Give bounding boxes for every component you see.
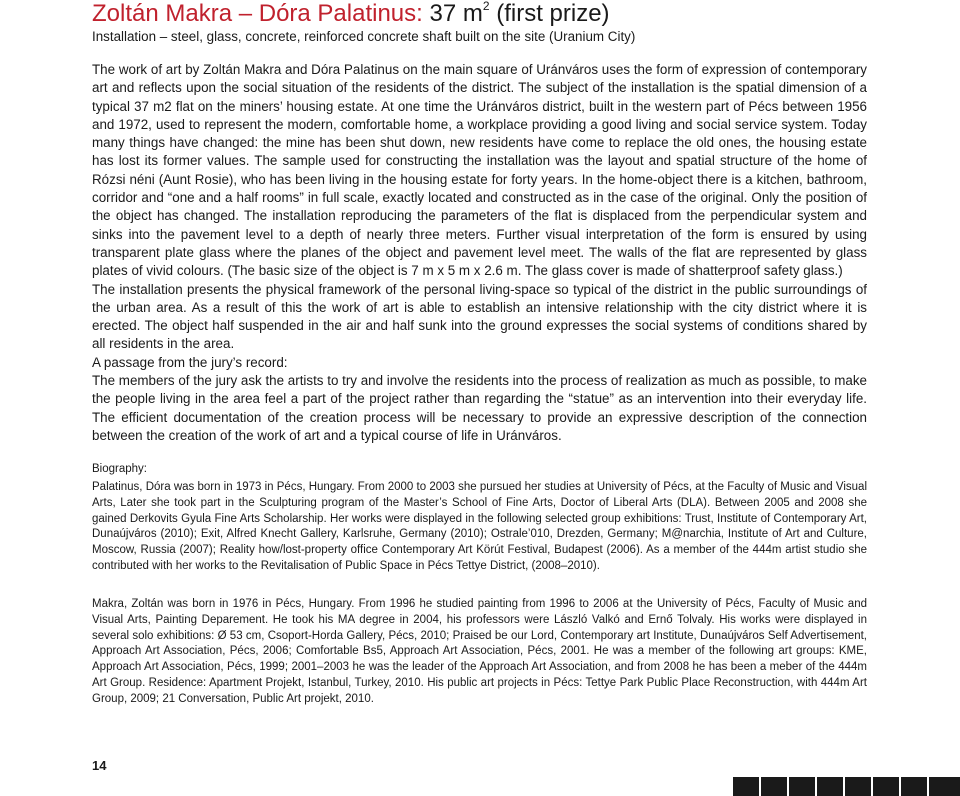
biography-heading: Biography: [92,463,147,475]
subtitle: Installation – steel, glass, concrete, reinforced concrete shaft built on the site (Uranium City) [92,29,636,44]
title-area: 37 $m^2$ [429,0,490,27]
body-paragraph: A passage from the jury’s record: [92,354,288,370]
article-body [92,61,867,445]
body-paragraph: The members of the jury ask the artists to try and involve the residents into the process of realization as much as possible, to make the people living in the area feel a part of the project rather than regarding the “statue” as an intervention into their everyday life. The efficient documentation of the creation process will be necessary to provide an expressive description of the connection between the creation of the work of art and a typical course of life in Uránváros. [92,373,867,443]
body-paragraph: The installation presents the physical framework of the personal living-space so typical of the district in the public surroundings of the urban area. As a result of this the work of art is able to establish an intensive relationship with the city district where it is erected. The object half suspended in the air and half sunk into the ground expresses the social systems of conditions shared by all residents in the area. [92,281,867,352]
biography-makra: Makra, Zoltán was born in 1976 in Pécs, Hungary. From 1996 he studied painting from 1996 to 2006 at the University of Pécs, Faculty of Music and Visual Arts, Painting Deparement. He took his MA degree in 2004, his professors were László Valkó and Ernő Tolvaly. His works were displayed in several solo exhibitions: Ø 53 cm, Csoport-Horda Gallery, Pécs, 2010; Praised be our Lord, Contemporary art Institute, Dunaújváros Self Advertisement, Approach Art Association, Pécs, 2006; Comfortable Bs5, Approach Art Association, Pécs, 2001. He was a member of the following art groups: KME, Approach Art Association, Pécs, 1999; 2001–2003 he was the leader of the Approach Art Association, and from 2008 he has been a meber of the 444m Art Group. Residence: Apartment Projekt, Istanbul, Turkey, 2010. His public art projects in Pécs: Tettye Park Public Place Reconstruction, with 444m Art Group, 2009; 21 Conversation, Public Art projekt, 2010. [92,598,867,705]
title-prize: (first prize) [496,0,610,27]
page-title [92,0,610,28]
footer-stripe-bar [733,777,960,796]
body-paragraph: The work of art by Zoltán Makra and Dóra Palatinus on the main square of Uránváros uses the form of expression of contemporary art and reflects upon the social situation of the residents of the district. The subject of the installation is the spatial dimension of a typical 37 m2 flat on the miners’ housing estate. At one time the Uránváros district, built in the western part of Pécs between 1956 and 1972, used to represent the modern, comfortable home, a workplace providing a good living and social service system. Today many things have changed: the mine has been shut down, new residents have come to replace the old ones, the housing estate has lost its former values. The sample used for constructing the installation was the layout and spatial structure of the home of Rózsi néni (Aunt Rosie), who has been living in the housing estate for forty years. In the home-object there is a kitchen, bathroom, corridor and “one and a half rooms” in full scale, exactly located and constructed as in the case of the original. Only the position of the object has changed. The installation reproducing the parameters of the flat is displaced from the perpendicular system and sinks into the pavement level to a depth of nearly three meters. Further visual interpretation of the form is ensured by using transparent plate glass where the planes of the object and pavement level meet. The walls of the flat are represented by glass plates of vivid colours. (The basic size of the object is 7 m x 5 m x 2.6 m. The glass cover is made of shatterproof safety glass.) [92,62,867,279]
title-artists: Zoltán Makra – Dóra Palatinus: [92,0,423,27]
page-number: 14 [92,758,107,773]
biography-palatinus: Palatinus, Dóra was born in 1973 in Pécs, Hungary. From 2000 to 2003 she pursued her studies at University of Pécs, at the Faculty of Music and Visual Arts, Later she took part in the Sculpturing program of the Master’s School of Fine Arts, Doctor of Liberal Arts (DLA). Between 2005 and 2008 she gained Derkovits Gyula Fine Arts Scholarship. Her works were displayed in the following selected group exhibitions: Trust, Institute of Contemporary Art, Dunaújváros (2010); Exit, Alfred Knecht Gallery, Karlsruhe, Germany (2010); Ostrale’010, Drezden, Germany; M@narchia, Institute of Art and Culture, Moscow, Russia (2007); Reality how/lost-property office Contemporary Art Körút Festival, Budapest (2006). As a member of the 444m artist studio she contributed with her works to the Revitalisation of Public Space in Pécs Tettye District, (2008–2010). [92,481,867,572]
